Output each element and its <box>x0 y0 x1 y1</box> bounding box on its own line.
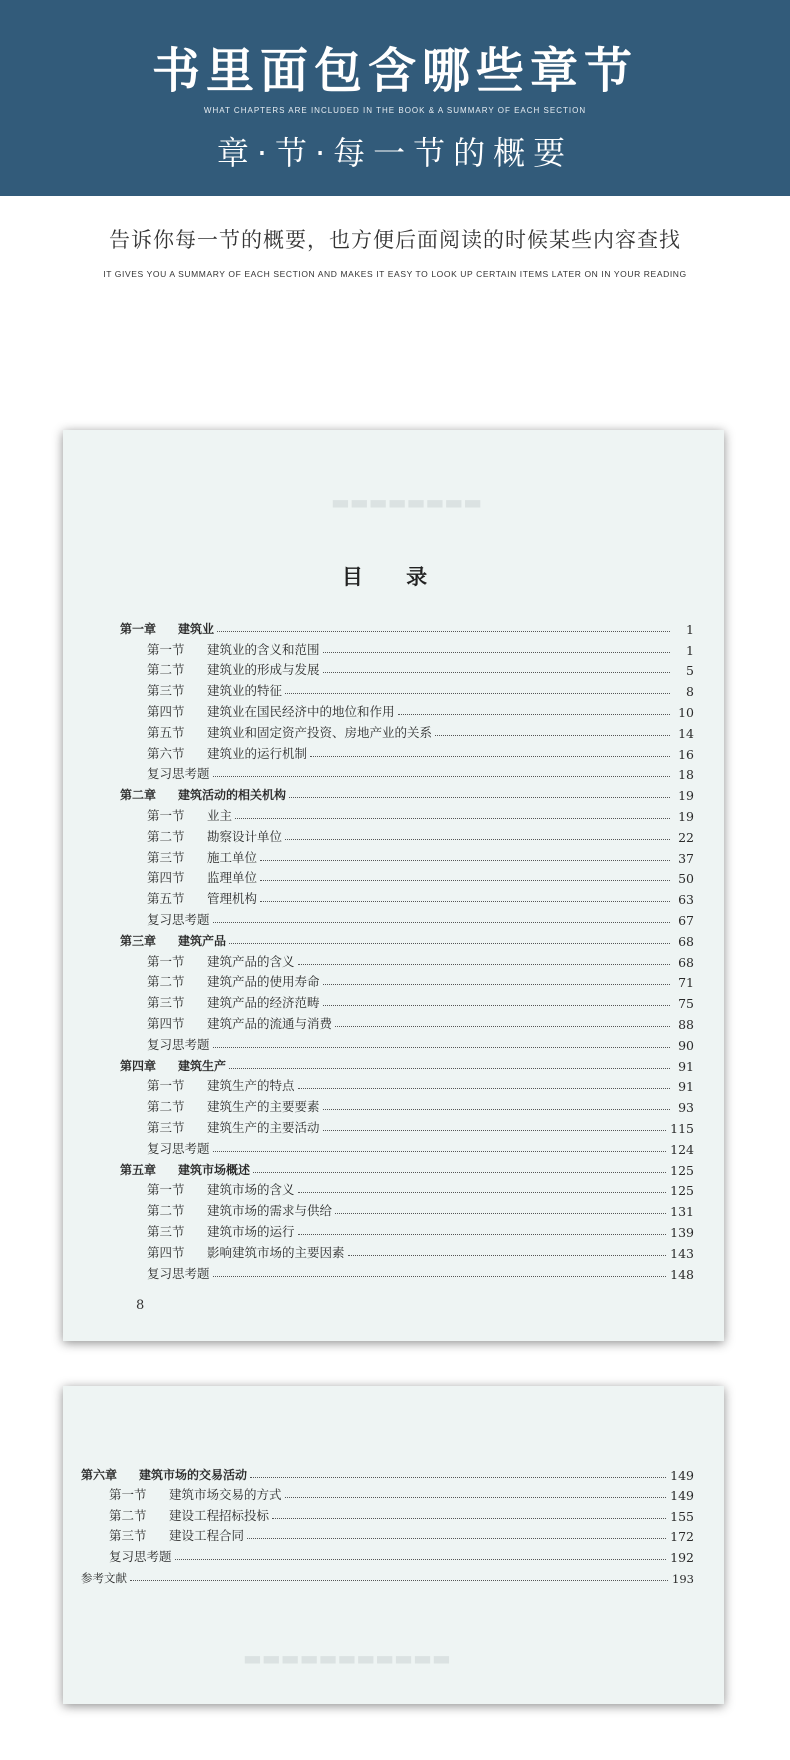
banner-subtitle-chinese: 章·节·每一节的概要 <box>216 134 574 172</box>
toc-page-ref: 149 <box>670 1467 694 1483</box>
toc-entry-label <box>147 640 320 658</box>
toc-page-ref: 14 <box>678 725 694 741</box>
section-number: 第二节 <box>147 828 185 844</box>
toc-page-ref: 139 <box>670 1224 694 1240</box>
toc-entry-title: 建筑活动的相关机构 <box>178 788 287 803</box>
intro-text-english: IT GIVES YOU A SUMMARY OF EACH SECTION AND MAKES IT EASY TO LOOK UP CERTAIN ITEMS LATER ON IN YOUR READING <box>103 269 687 279</box>
toc-entry-title: 施工单位 <box>207 849 258 865</box>
toc-entry-section <box>63 1524 724 1545</box>
toc-page-ref: 192 <box>670 1549 694 1565</box>
chapter-number: 第一章 <box>120 621 157 636</box>
toc-entry-label <box>147 972 320 990</box>
toc-entry-label <box>147 1097 320 1115</box>
toc-entry-label <box>147 681 282 699</box>
toc-entry-label <box>120 786 286 803</box>
toc-entry-label <box>147 723 432 741</box>
dot-leader <box>213 1047 670 1048</box>
toc-entry-label <box>120 1057 226 1074</box>
toc-entry-title: 建筑市场的需求与供给 <box>207 1203 333 1219</box>
toc-heading: 目 录 <box>341 564 446 589</box>
toc-page-ref: 75 <box>678 996 694 1012</box>
toc-page-ref: 125 <box>670 1183 694 1199</box>
toc-entry-chapter <box>63 928 724 949</box>
dot-leader <box>285 1497 667 1498</box>
toc-entry-title: 业主 <box>207 807 233 823</box>
toc-entry-title: 建筑市场的交易活动 <box>139 1467 248 1482</box>
toc-entry-chapter <box>63 1053 724 1074</box>
toc-entry-label <box>147 1118 320 1136</box>
dot-leader <box>229 943 670 944</box>
toc-entry-label <box>147 1076 295 1094</box>
toc-entry-title: 建筑业 <box>178 621 215 636</box>
toc-entry-title: 建筑生产 <box>178 1058 227 1073</box>
dot-leader <box>260 860 670 861</box>
toc-entry-title: 复习思考题 <box>147 911 210 927</box>
section-number: 第四节 <box>147 870 185 886</box>
section-number: 第二节 <box>147 974 185 990</box>
section-number: 第三节 <box>147 1223 185 1239</box>
toc-page-ref: 88 <box>678 1016 694 1032</box>
toc-entry-title: 建筑业和固定资产投资、房地产业的关系 <box>207 724 433 740</box>
dot-leader <box>213 776 670 777</box>
toc-page-ref: 90 <box>678 1037 694 1053</box>
toc-entry-title: 监理单位 <box>207 870 258 886</box>
toc-entry-section <box>63 1115 724 1136</box>
toc-entry-chapter <box>63 1462 724 1483</box>
toc-entry-section <box>63 1240 724 1261</box>
toc-page-ref: 172 <box>670 1529 694 1545</box>
toc-entry-section <box>63 1219 724 1240</box>
toc-entry-section <box>63 949 724 970</box>
toc-list <box>63 1462 724 1586</box>
toc-page-photo-2 <box>63 1386 724 1704</box>
toc-entry-label <box>81 1466 247 1483</box>
chapter-number: 第三章 <box>120 933 157 948</box>
toc-entry-title: 建筑业的含义和范围 <box>207 641 320 657</box>
toc-entry-section <box>63 1483 724 1504</box>
section-number: 第二节 <box>109 1507 147 1523</box>
dot-leader <box>335 1026 670 1027</box>
bleed-through-shadow: ▬▬▬▬▬▬▬▬ <box>331 490 483 514</box>
bleed-through-shadow: ▬▬▬▬▬▬▬▬▬▬▬ <box>243 1646 451 1670</box>
toc-entry-label <box>147 660 320 678</box>
page-number: 8 <box>136 1298 145 1313</box>
toc-entry-label <box>147 848 257 866</box>
toc-entry-title: 建筑市场交易的方式 <box>169 1487 282 1503</box>
toc-list <box>63 616 724 1282</box>
toc-entry-label <box>147 1035 210 1053</box>
banner-subtitle-english: WHAT CHAPTERS ARE INCLUDED IN THE BOOK & A SUMMARY OF EACH SECTION <box>203 106 587 115</box>
section-number: 第二节 <box>147 662 185 678</box>
toc-entry-section <box>63 678 724 699</box>
toc-page-ref: 19 <box>678 808 694 824</box>
toc-entry-title: 建筑产品的流通与消费 <box>207 1015 333 1031</box>
toc-entry-label <box>147 1264 210 1282</box>
toc-entry-title: 建筑市场概述 <box>178 1162 251 1177</box>
toc-entry-section <box>63 699 724 720</box>
dot-leader <box>253 1172 666 1173</box>
toc-entry-title: 建筑业的形成与发展 <box>207 662 320 678</box>
toc-entry-section <box>63 1011 724 1032</box>
toc-entry-title: 管理机构 <box>207 891 258 907</box>
chapter-number: 第五章 <box>120 1162 157 1177</box>
dot-leader <box>323 672 670 673</box>
intro-text-chinese: 告诉你每一节的概要，也方便后面阅读的时候某些内容查找 <box>109 228 681 252</box>
toc-page-ref: 63 <box>678 892 694 908</box>
toc-entry-label <box>109 1506 269 1524</box>
toc-entry-label <box>147 952 295 970</box>
dot-leader <box>213 1276 667 1277</box>
toc-entry-section <box>63 720 724 741</box>
toc-entry-label <box>120 1161 250 1178</box>
toc-page-ref: 124 <box>670 1141 694 1157</box>
toc-entry-label <box>147 1014 332 1032</box>
toc-page-ref: 93 <box>678 1100 694 1116</box>
toc-entry-section <box>63 1074 724 1095</box>
toc-entry-label <box>147 1222 295 1240</box>
chapter-number: 第四章 <box>120 1058 157 1073</box>
toc-entry-section <box>63 1198 724 1219</box>
toc-entry-reference <box>63 1565 724 1586</box>
toc-entry-title: 建筑产品的经济范畴 <box>207 995 320 1011</box>
toc-entry-title: 建设工程合同 <box>169 1528 245 1544</box>
toc-entry-label <box>120 620 214 637</box>
dot-leader <box>272 1518 666 1519</box>
toc-entry-title: 建筑市场的运行 <box>207 1223 295 1239</box>
toc-page-ref: 8 <box>686 684 694 700</box>
section-number: 第二节 <box>147 1099 185 1115</box>
toc-entry-label <box>147 744 307 762</box>
section-number: 第三节 <box>147 1119 185 1135</box>
toc-entry-section <box>63 990 724 1011</box>
section-number: 第一节 <box>147 1182 185 1198</box>
toc-entry-review <box>63 1032 724 1053</box>
toc-page-ref: 37 <box>678 850 694 866</box>
toc-entry-title: 建设工程招标投标 <box>169 1507 270 1523</box>
toc-entry-label <box>109 1547 172 1565</box>
dot-leader <box>175 1559 667 1560</box>
toc-page-ref: 125 <box>670 1162 694 1178</box>
toc-entry-review <box>63 1261 724 1282</box>
toc-entry-label <box>81 1570 127 1586</box>
toc-page-photo-1 <box>63 430 724 1341</box>
chapter-number: 第二章 <box>120 788 157 803</box>
toc-entry-title: 复习思考题 <box>147 766 210 782</box>
dot-leader <box>348 1255 667 1256</box>
toc-entry-title: 建筑产品的含义 <box>207 953 295 969</box>
section-number: 第四节 <box>147 1244 185 1260</box>
toc-page-ref: 143 <box>670 1245 694 1261</box>
toc-entry-title: 建筑业在国民经济中的地位和作用 <box>207 703 395 719</box>
dot-leader <box>235 818 670 819</box>
toc-page-ref: 1 <box>686 621 694 637</box>
toc-entry-label <box>109 1526 244 1544</box>
banner-title: 书里面包含哪些章节 <box>151 43 638 99</box>
toc-entry-section <box>63 845 724 866</box>
dot-leader <box>323 1109 670 1110</box>
toc-entry-review <box>63 1544 724 1565</box>
toc-entry-review <box>63 762 724 783</box>
toc-page-ref: 5 <box>686 663 694 679</box>
toc-entry-section <box>63 637 724 658</box>
toc-page-ref: 68 <box>678 954 694 970</box>
toc-page-ref: 155 <box>670 1508 694 1524</box>
toc-page-ref: 1 <box>686 642 694 658</box>
toc-entry-label <box>120 932 226 949</box>
section-number: 第三节 <box>147 849 185 865</box>
toc-page-ref: 148 <box>670 1266 694 1282</box>
dot-leader <box>285 839 670 840</box>
toc-page-ref: 67 <box>678 912 694 928</box>
toc-entry-label <box>147 827 282 845</box>
dot-leader <box>323 1005 670 1006</box>
dot-leader <box>260 901 670 902</box>
toc-entry-section <box>63 803 724 824</box>
toc-entry-label <box>147 1139 210 1157</box>
section-number: 第六节 <box>147 745 185 761</box>
toc-entry-title: 复习思考题 <box>147 1140 210 1156</box>
toc-entry-label <box>147 868 257 886</box>
chapter-number: 第六章 <box>81 1467 118 1482</box>
dot-leader <box>217 631 670 632</box>
toc-entry-section <box>63 886 724 907</box>
toc-entry-label <box>147 993 320 1011</box>
section-number: 第四节 <box>147 1015 185 1031</box>
toc-entry-label <box>147 1201 332 1219</box>
section-number: 第一节 <box>147 953 185 969</box>
toc-page-ref: 10 <box>678 704 694 720</box>
toc-entry-title: 建筑生产的特点 <box>207 1078 295 1094</box>
toc-entry-section <box>63 741 724 762</box>
dot-leader <box>250 1477 666 1478</box>
section-number: 第五节 <box>147 724 185 740</box>
section-number: 第一节 <box>109 1487 147 1503</box>
toc-page-ref: 19 <box>678 788 694 804</box>
toc-entry-label <box>147 910 210 928</box>
toc-page-ref: 149 <box>670 1488 694 1504</box>
section-number: 第二节 <box>147 1203 185 1219</box>
dot-leader <box>260 880 670 881</box>
toc-entry-section <box>63 824 724 845</box>
toc-page-ref: 193 <box>672 1571 694 1586</box>
toc-entry-title: 建筑业的特征 <box>207 683 283 699</box>
toc-entry-review <box>63 907 724 928</box>
toc-page-ref: 50 <box>678 871 694 887</box>
toc-entry-title: 建筑业的运行机制 <box>207 745 308 761</box>
section-number: 第三节 <box>147 683 185 699</box>
section-number: 第一节 <box>147 807 185 823</box>
dot-leader <box>298 1234 667 1235</box>
toc-entry-title: 建筑产品的使用寿命 <box>207 974 320 990</box>
dot-leader <box>213 1151 667 1152</box>
dot-leader <box>298 1192 667 1193</box>
toc-page-ref: 22 <box>678 829 694 845</box>
toc-page-ref: 16 <box>678 746 694 762</box>
dot-leader <box>130 1580 668 1581</box>
dot-leader <box>323 1130 667 1131</box>
dot-leader <box>229 1068 670 1069</box>
toc-page-ref: 68 <box>678 933 694 949</box>
toc-page-ref: 91 <box>678 1058 694 1074</box>
dot-leader <box>285 693 670 694</box>
toc-entry-review <box>63 1136 724 1157</box>
toc-entry-title: 建筑产品 <box>178 933 227 948</box>
toc-page-ref: 71 <box>678 975 694 991</box>
toc-entry-title: 复习思考题 <box>109 1548 172 1564</box>
dot-leader <box>289 797 670 798</box>
toc-entry-label <box>109 1485 282 1503</box>
section-number: 第三节 <box>109 1528 147 1544</box>
dot-leader <box>335 1213 666 1214</box>
dot-leader <box>298 1088 670 1089</box>
toc-page-ref: 18 <box>678 767 694 783</box>
section-number: 第一节 <box>147 641 185 657</box>
toc-entry-section <box>63 1094 724 1115</box>
toc-entry-label <box>147 806 232 824</box>
dot-leader <box>247 1538 666 1539</box>
toc-entry-label <box>147 702 395 720</box>
toc-entry-title: 影响建筑市场的主要因素 <box>207 1244 345 1260</box>
toc-entry-label <box>147 1243 345 1261</box>
toc-entry-label <box>147 764 210 782</box>
section-number: 第五节 <box>147 891 185 907</box>
dot-leader <box>323 984 670 985</box>
header-banner <box>0 0 790 196</box>
section-number: 第四节 <box>147 703 185 719</box>
toc-entry-title: 复习思考题 <box>147 1036 210 1052</box>
toc-entry-section <box>63 866 724 887</box>
dot-leader <box>323 652 670 653</box>
toc-page-ref: 115 <box>670 1120 694 1136</box>
toc-entry-title: 建筑市场的含义 <box>207 1182 295 1198</box>
section-number: 第一节 <box>147 1078 185 1094</box>
toc-entry-label <box>147 1180 295 1198</box>
toc-entry-title: 勘察设计单位 <box>207 828 283 844</box>
toc-entry-section <box>63 970 724 991</box>
toc-entry-section <box>63 1178 724 1199</box>
toc-page-ref: 131 <box>670 1204 694 1220</box>
dot-leader <box>298 964 670 965</box>
toc-entry-chapter <box>63 1157 724 1178</box>
toc-entry-label <box>147 889 257 907</box>
toc-entry-title: 复习思考题 <box>147 1265 210 1281</box>
toc-entry-chapter <box>63 616 724 637</box>
toc-entry-title: 参考文献 <box>81 1570 127 1585</box>
toc-entry-section <box>63 1503 724 1524</box>
dot-leader <box>213 922 670 923</box>
toc-entry-title: 建筑生产的主要活动 <box>207 1119 320 1135</box>
toc-entry-section <box>63 658 724 679</box>
dot-leader <box>398 714 670 715</box>
dot-leader <box>310 756 670 757</box>
section-number: 第三节 <box>147 995 185 1011</box>
toc-entry-title: 建筑生产的主要要素 <box>207 1099 320 1115</box>
toc-page-ref: 91 <box>678 1079 694 1095</box>
dot-leader <box>435 735 670 736</box>
toc-entry-chapter <box>63 782 724 803</box>
